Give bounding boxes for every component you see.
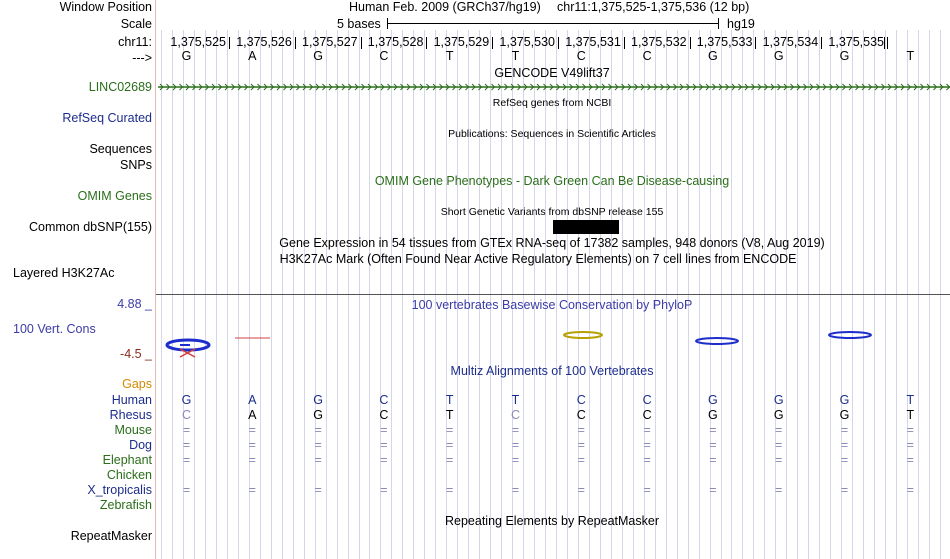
coordinate-label: 1,375,535 [828,35,884,49]
species-label[interactable]: Dog [129,438,152,452]
coordinate-tick [492,37,493,49]
scale-bar-left-tick [387,18,388,29]
alignment-base: = [775,423,783,437]
species-label[interactable]: X_tropicalis [87,483,152,497]
alignment-base: C [642,408,652,422]
coordinate-label: 1,375,534 [762,35,819,49]
coordinate-tick [624,37,625,49]
alignment-base: = [775,438,783,452]
scale-bar-label: 5 bases [337,17,381,31]
track-label-100-vert-cons[interactable]: 100 Vert. Cons [13,322,96,336]
alignment-base: = [643,453,651,467]
coordinate-label: 1,375,531 [565,35,621,49]
alignment-base: = [577,423,585,437]
reference-base: T [906,49,915,63]
alignment-base: = [643,438,651,452]
linc02689-gene-feature[interactable] [158,81,950,93]
alignment-base: G [839,393,850,407]
track-label-refseq-curated[interactable]: RefSeq Curated [62,111,152,125]
track-label-repeatmasker[interactable]: RepeatMasker [70,529,152,543]
alignment-base: C [379,393,389,407]
coordinate-label: 1,375,532 [631,35,687,49]
alignment-base: = [643,423,651,437]
alignment-base: = [380,453,388,467]
alignment-base: T [906,408,915,422]
alignment-base: = [577,483,585,497]
alignment-base: C [576,393,586,407]
species-label[interactable]: Rhesus [109,408,152,422]
repeatmasker-track-title: Repeating Elements by RepeatMasker [444,514,660,528]
track-label-common-dbsnp[interactable]: Common dbSNP(155) [29,220,152,234]
alignment-base: = [840,483,849,497]
alignment-base: T [445,393,454,407]
alignment-base: = [577,438,585,452]
alignment-base: C [181,408,192,422]
reference-base: G [839,49,850,63]
phylop-conservation-plot [160,325,950,360]
coordinate-tick [229,37,230,49]
alignment-base: G [708,408,718,422]
alignment-base: G [773,393,784,407]
alignment-base: = [314,438,322,452]
alignment-base: T [906,393,915,407]
reference-base: G [313,49,323,63]
alignment-base: = [775,453,783,467]
species-label[interactable]: Human [111,393,152,407]
alignment-base: = [709,438,717,452]
alignment-base: = [709,483,717,497]
alignment-base: = [511,483,520,497]
dbsnp-track-title: Short Genetic Variants from dbSNP release 155 [440,206,664,218]
species-label[interactable]: Mouse [114,423,152,437]
alignment-base: G [773,408,784,422]
alignment-base: G [313,393,323,407]
scale-db-label: hg19 [727,17,755,31]
coordinate-label: 1,375,527 [302,35,358,49]
coordinate-label: 1,375,526 [236,35,292,49]
alignment-base: C [379,408,389,422]
alignment-base: = [906,483,914,497]
track-label-sequences[interactable]: Sequences [89,142,152,156]
coordinate-tick [755,37,756,49]
scale-bar-right-tick [718,18,719,29]
track-label-omim-genes[interactable]: OMIM Genes [77,189,152,203]
coordinate-label: 1,375,528 [367,35,424,49]
alignment-base: = [314,423,322,437]
alignment-base: = [182,453,191,467]
alignment-base: = [380,483,388,497]
chrom-label: chr11: [118,35,152,49]
alignment-base: G [839,408,850,422]
coordinate-tick [887,37,888,49]
assembly-title: Human Feb. 2009 (GRCh37/hg19) [349,0,541,14]
reference-base: C [576,49,586,63]
coordinate-tick [821,37,822,49]
species-label[interactable]: Zebrafish [99,498,152,512]
alignment-base: = [906,453,914,467]
alignment-base: C [642,393,652,407]
track-divider [156,294,950,295]
alignment-base: = [511,423,520,437]
alignment-base: T [511,393,520,407]
alignment-base: = [511,438,520,452]
reference-base: A [248,49,257,63]
coordinate-label: 1,375,529 [433,35,490,49]
alignment-base: = [840,453,849,467]
cons-min-label: -4.5 _ [120,347,152,361]
alignment-base: = [775,483,783,497]
scale-bar [387,23,718,24]
alignment-base: = [906,438,914,452]
alignment-base: = [380,438,388,452]
coordinate-tick [884,37,885,49]
coordinate-tick [558,37,559,49]
coordinate-tick [295,37,296,49]
alignment-base: = [446,483,454,497]
alignment-base: = [182,423,191,437]
reference-base: T [445,49,454,63]
species-label[interactable]: Chicken [106,468,152,482]
reference-base: C [379,49,389,63]
h3k27ac-track-title: H3K27Ac Mark (Often Found Near Active Regulatory Elements) on 7 cell lines from ENCODE [279,252,797,266]
reference-base: C [642,49,652,63]
alignment-base: = [182,483,191,497]
alignment-base: = [511,453,520,467]
alignment-base: G [708,393,718,407]
species-label[interactable]: Elephant [102,453,152,467]
alignment-base: = [840,438,849,452]
coordinate-tick [361,37,362,49]
alignment-base: = [380,423,388,437]
alignment-base: = [314,483,322,497]
alignment-base: = [840,423,849,437]
alignment-base: = [577,453,585,467]
track-label-gaps[interactable]: Gaps [122,377,152,391]
alignment-base: = [248,423,256,437]
track-label-snps[interactable]: SNPs [120,158,152,172]
alignment-base: = [446,438,454,452]
phylop-track-title: 100 vertebrates Basewise Conservation by PhyloP [411,298,693,312]
coordinate-label: 1,375,530 [499,35,555,49]
alignment-base: A [248,408,257,422]
alignment-base: G [181,393,192,407]
alignment-base: = [446,423,454,437]
publications-track-title: Publications: Sequences in Scientific Articles [448,128,656,140]
alignment-base: G [313,408,323,422]
sidebar-divider [155,0,156,559]
alignment-base: = [248,438,256,452]
scale-label: Scale [120,17,152,31]
alignment-base: = [314,453,322,467]
track-label-layered-h3k27ac[interactable]: Layered H3K27Ac [13,266,115,280]
reference-base: T [511,49,520,63]
alignment-base: A [248,393,257,407]
position-title: chr11:1,375,525-1,375,536 (12 bp) [557,0,750,14]
alignment-base: = [182,438,191,452]
reference-base: G [181,49,192,63]
refseq-track-title: RefSeq genes from NCBI [492,97,612,109]
dbsnp-variant-block[interactable] [553,220,619,234]
coordinate-tick [690,37,691,49]
coordinate-label: 1,375,533 [696,35,753,49]
multiz-track-title: Multiz Alignments of 100 Vertebrates [450,364,654,378]
alignment-base: = [248,453,256,467]
reference-base: G [708,49,718,63]
coordinate-label: 1,375,525 [170,35,226,49]
alignment-base: C [510,408,521,422]
alignment-base: = [248,483,256,497]
alignment-base: T [445,408,454,422]
alignment-base: = [446,453,454,467]
alignment-base: = [906,423,914,437]
coordinate-tick [426,37,427,49]
omim-track-title: OMIM Gene Phenotypes - Dark Green Can Be Disease-causing [374,174,730,188]
track-label-linc02689[interactable]: LINC02689 [88,80,152,94]
window-position-label: Window Position [59,0,152,14]
alignment-base: C [576,408,586,422]
reference-base: G [773,49,784,63]
gencode-track-title: GENCODE V49lift37 [494,66,610,80]
alignment-base: = [709,453,717,467]
alignment-base: = [643,483,651,497]
strand-label: ---> [132,51,152,65]
cons-max-label: 4.88 _ [117,297,152,311]
gtex-track-title: Gene Expression in 54 tissues from GTEx RNA-seq of 17382 samples, 948 donors (V8, Aug 2019) [279,236,825,250]
alignment-base: = [709,423,717,437]
